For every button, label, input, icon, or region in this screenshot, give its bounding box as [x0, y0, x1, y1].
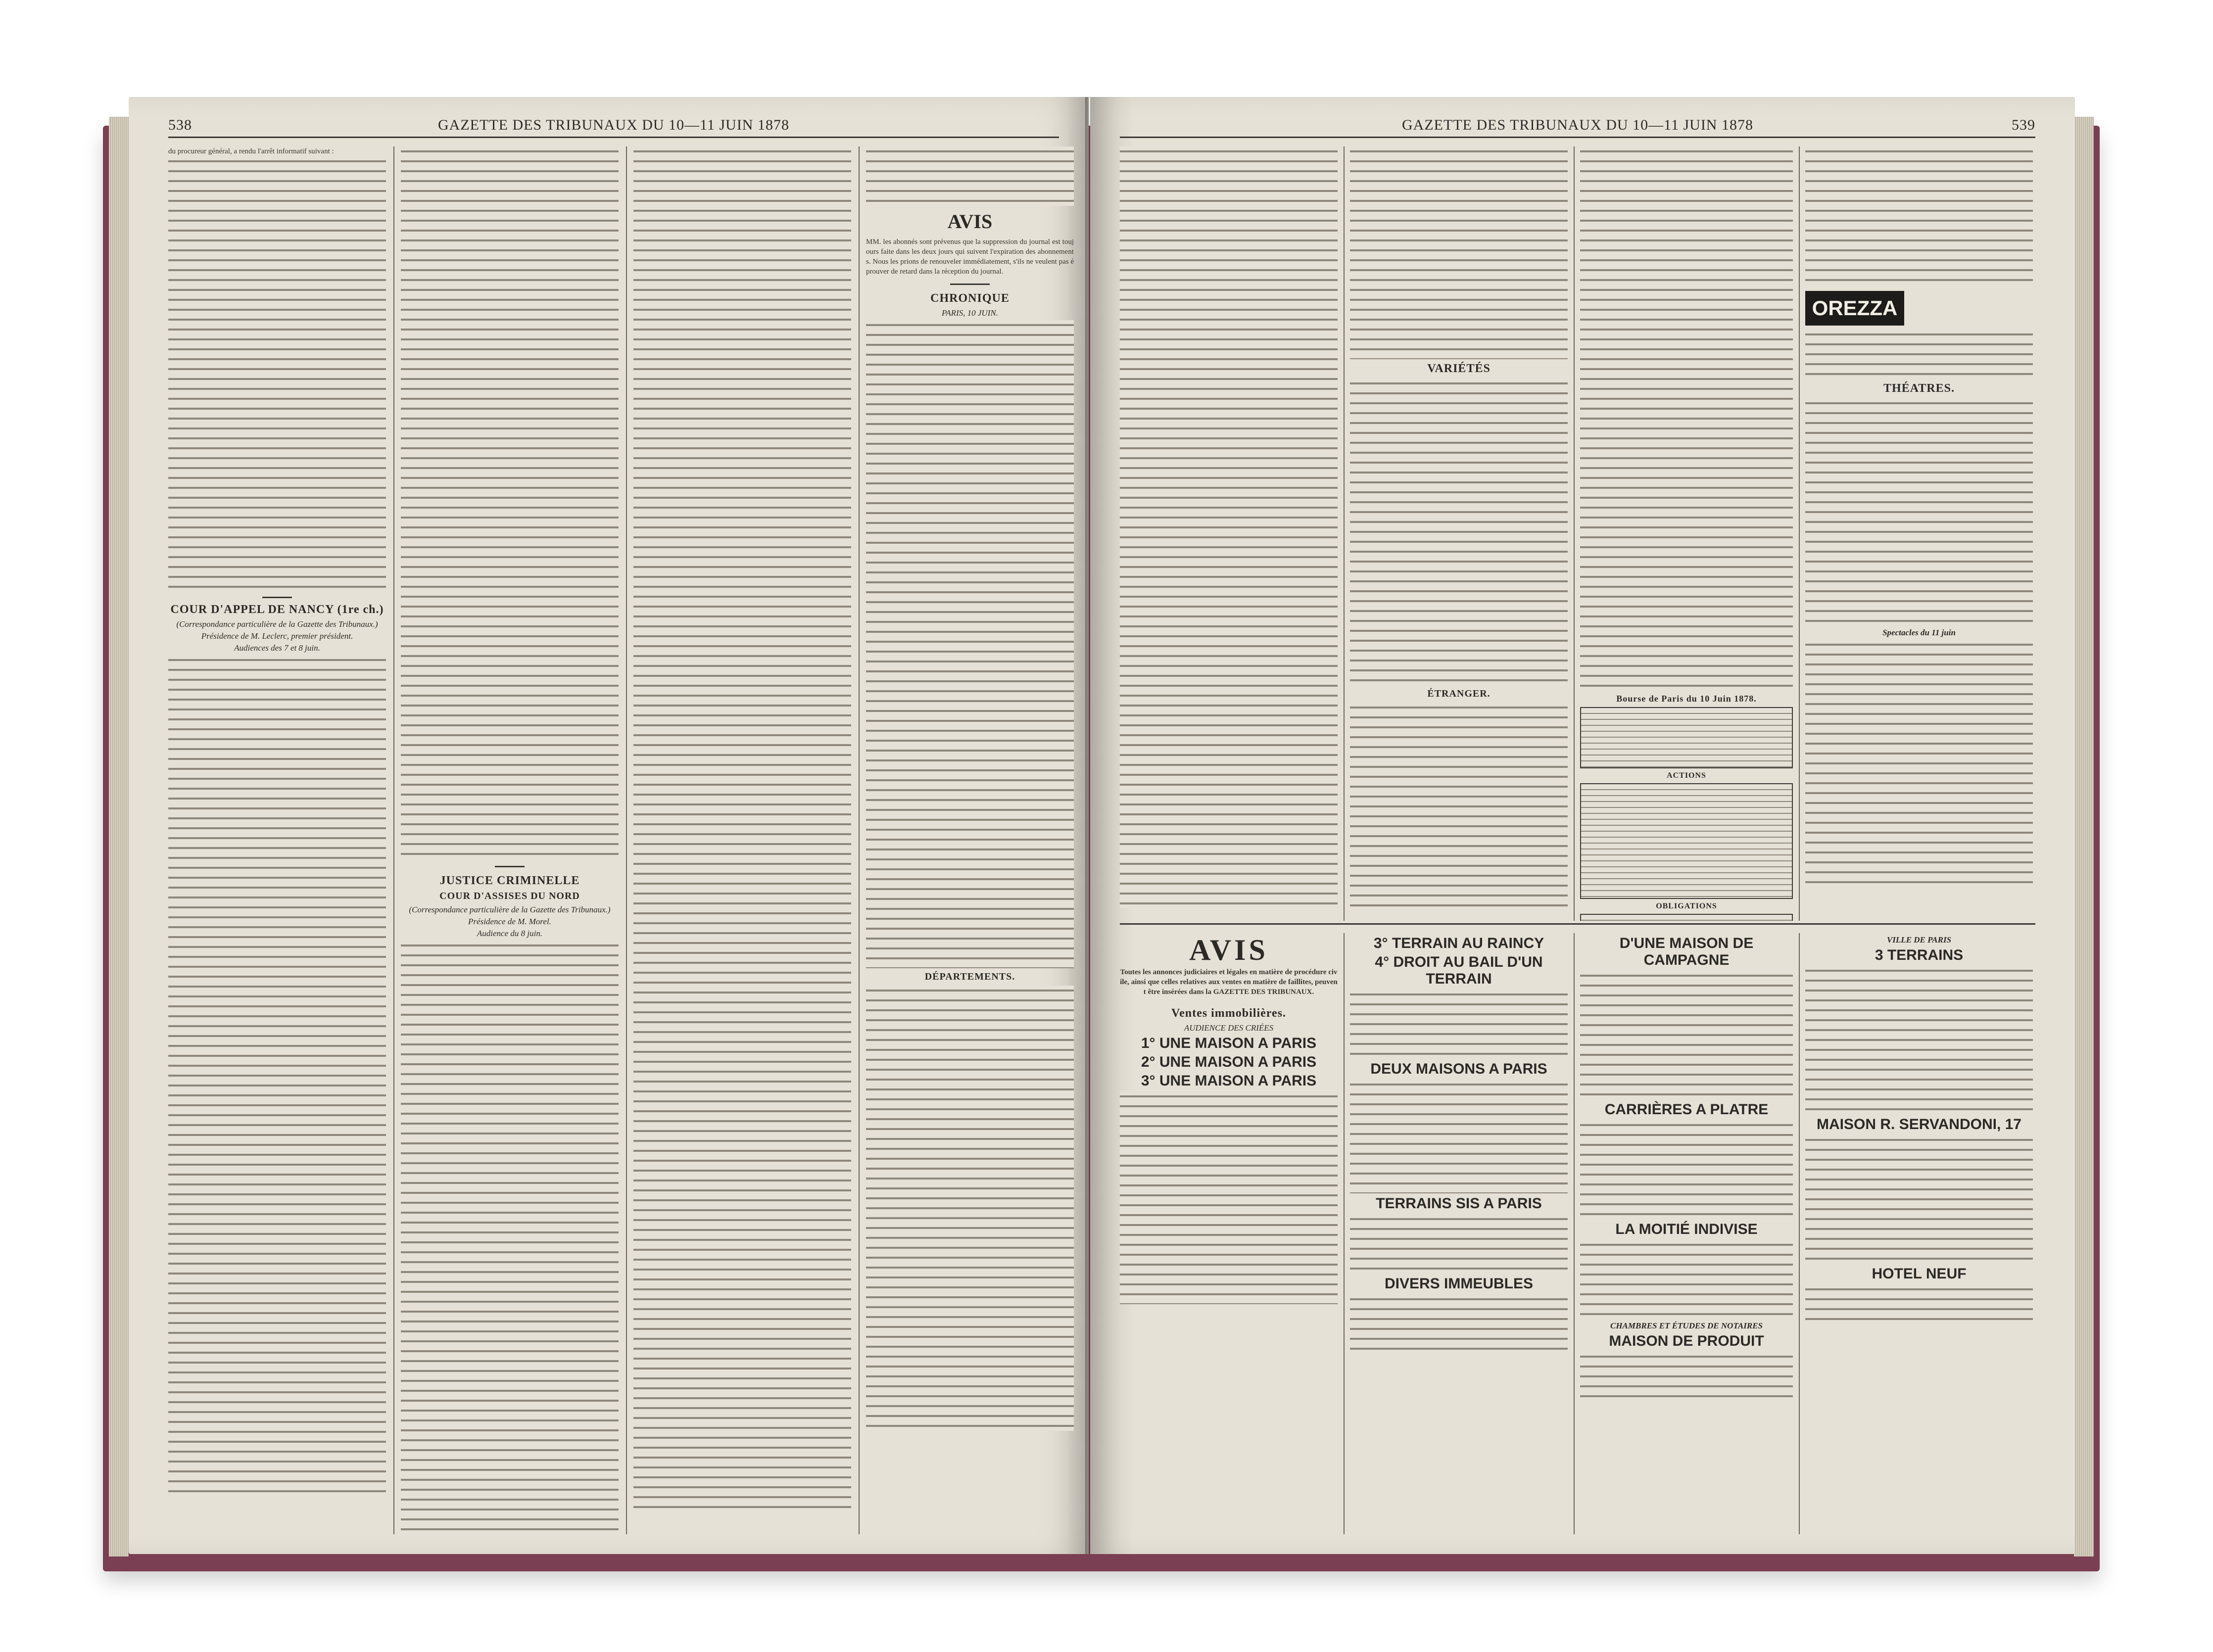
- text-block: [1580, 1240, 1793, 1319]
- text-block: [1350, 990, 1568, 1059]
- text-block: [1350, 378, 1568, 685]
- assises-title: COUR D'ASSISES DU NORD: [439, 891, 580, 901]
- droit-bail: 4° DROIT AU BAIL D'UN TERRAIN: [1375, 954, 1543, 987]
- annonces-avis-title: AVIS: [1189, 934, 1268, 966]
- justice-title: JUSTICE CRIMINELLE: [439, 874, 580, 887]
- right-column-4: [1805, 146, 2033, 921]
- terrains-seine: 3 TERRAINS: [1875, 947, 1964, 963]
- terrain-rainey: 3° TERRAIN AU RAINCY: [1373, 935, 1544, 951]
- assises-date: Audience du 8 juin.: [477, 929, 543, 938]
- page-stack-right: [2074, 117, 2094, 1557]
- text-block: [866, 320, 1074, 968]
- left-running-head: GAZETTE DES TRIBUNAUX DU 10—11 JUIN 1878: [438, 117, 789, 133]
- text-block: [1350, 703, 1568, 910]
- column-rule: [1574, 146, 1575, 921]
- court-date: Audiences des 7 et 8 juin.: [234, 643, 320, 653]
- column-rule: [1344, 146, 1345, 921]
- column-rule: [1574, 933, 1575, 1534]
- text-block: [1350, 146, 1568, 359]
- maison-campagne: D'UNE MAISON DE CAMPAGNE: [1619, 935, 1754, 968]
- text-block: [1805, 966, 2033, 1114]
- obligations-table: [1580, 914, 1793, 921]
- right-column-3: [1580, 146, 1793, 921]
- chambres-notaires: CHAMBRES ET ÉTUDES DE NOTAIRES: [1610, 1321, 1763, 1330]
- section-rule: [495, 866, 525, 867]
- lot-2: 2° UNE MAISON A PARIS: [1141, 1054, 1317, 1070]
- varietes-title: VARIÉTÉS: [1427, 362, 1491, 375]
- right-running-head: GAZETTE DES TRIBUNAUX DU 10—11 JUIN 1878: [1402, 117, 1753, 133]
- left-column-1: [168, 146, 386, 1534]
- right-page: [1090, 97, 2075, 1554]
- right-column-1: [1120, 146, 1338, 921]
- assises-president: Présidence de M. Morel.: [468, 917, 551, 926]
- bourse-title: Bourse de Paris du 10 Juin 1878.: [1616, 694, 1757, 704]
- text-block: [401, 146, 619, 859]
- court-sub: (Correspondance particulière de la Gazette des Tribunaux.): [176, 619, 378, 629]
- text-block: [1120, 1091, 1338, 1304]
- column-rule: [1799, 933, 1800, 1534]
- text-block: [401, 941, 619, 1534]
- avis-text: MM. les abonnés sont prévenus que la suppression du journal est toujours faite dans les deux jours qui suivent l'expiration des abonnements. Nous les prions de renouveler immédiatement, s'ils ne veulent pas éprouver de retard dans la réception du journal.: [866, 238, 1074, 276]
- column-rule: [393, 146, 394, 1534]
- departements-title: DÉPARTEMENTS.: [924, 971, 1015, 982]
- court-title: COUR D'APPEL DE NANCY (1re ch.): [170, 603, 384, 616]
- column-rule: [1344, 933, 1345, 1534]
- deux-maisons: DEUX MAISONS A PARIS: [1370, 1061, 1547, 1077]
- left-page: [129, 97, 1089, 1554]
- lot-1: 1° UNE MAISON A PARIS: [1141, 1035, 1317, 1051]
- column-rule: [1799, 146, 1800, 921]
- divers-immeubles: DIVERS IMMEUBLES: [1384, 1275, 1534, 1292]
- lot-3: 3° UNE MAISON A PARIS: [1141, 1073, 1317, 1089]
- etranger-title: ÉTRANGER.: [1427, 688, 1491, 699]
- text-block: [1805, 398, 2033, 626]
- text-block: [866, 146, 1074, 206]
- text-block: [1805, 640, 2033, 887]
- court-president: Présidence de M. Leclerc, premier président.: [201, 631, 353, 641]
- text-block: [1580, 1352, 1793, 1401]
- text-block: [633, 146, 851, 1512]
- column-rule: [859, 146, 860, 1534]
- theatres-title: THÉATRES.: [1883, 382, 1955, 395]
- text-block: [1580, 1120, 1793, 1219]
- assises-sub: (Correspondance particulière de la Gazette des Tribunaux.): [409, 905, 611, 914]
- text-block: [1805, 1135, 2033, 1264]
- avis-title: AVIS: [947, 210, 993, 233]
- left-column-3: [633, 146, 851, 1534]
- text-block: [168, 156, 386, 592]
- chronique-date: PARIS, 10 JUIN.: [942, 308, 998, 318]
- right-column-2: [1350, 146, 1568, 921]
- annonces-column-4: [1805, 933, 2033, 1534]
- text-block: [1120, 146, 1338, 908]
- column-rule: [626, 146, 627, 1534]
- text-block: [1805, 1284, 2033, 1324]
- text-block: [866, 986, 1074, 1431]
- actions-table: [1580, 783, 1793, 899]
- hotel-neuf: HOTEL NEUF: [1872, 1266, 1967, 1282]
- text-block: [1580, 971, 1793, 1099]
- terrains-paris: TERRAINS SIS A PARIS: [1376, 1195, 1542, 1212]
- text-block: [1805, 330, 2033, 379]
- ventes-immo-title: Ventes immobilières.: [1171, 1007, 1286, 1020]
- text-block: [1350, 1294, 1568, 1354]
- right-header: [1120, 117, 2035, 138]
- spectacles-title: Spectacles du 11 juin: [1882, 628, 1956, 637]
- left-header: [168, 117, 1059, 138]
- text-block: [1350, 1080, 1568, 1193]
- actions-title: ACTIONS: [1667, 771, 1706, 780]
- rentes-table: [1805, 146, 2033, 285]
- left-column-2: [401, 146, 619, 1534]
- page-stack-left: [109, 117, 129, 1557]
- text-block: [168, 655, 386, 1496]
- chronique-title: CHRONIQUE: [930, 292, 1010, 305]
- maison-servandoni: MAISON R. SERVANDONI, 17: [1817, 1116, 2021, 1133]
- open-book: [103, 97, 2100, 1571]
- ville-paris: VILLE DE PARIS: [1886, 935, 1952, 944]
- left-page-number: 538: [168, 117, 192, 133]
- text-block: [1580, 146, 1793, 691]
- orezza-ad: OREZZA: [1805, 291, 1904, 326]
- annonces-column-1: [1120, 933, 1338, 1534]
- maison-produit: MAISON DE PRODUIT: [1609, 1333, 1764, 1349]
- section-rule: [950, 283, 990, 285]
- left-column-4: [866, 146, 1074, 1534]
- annonces-text: Toutes les annonces judiciaires et légales en matière de procédure civile, ainsi que celles relatives aux ventes en matière de faillites, peuvent être insérées dans la GAZETTE DES TRIBUNAUX.: [1120, 968, 1338, 996]
- obligations-title: OBLIGATIONS: [1656, 902, 1717, 910]
- carrieres: CARRIÈRES A PLATRE: [1604, 1101, 1769, 1118]
- audience-criees: AUDIENCE DES CRIÉES: [1184, 1023, 1274, 1033]
- annonces-separator: [1120, 923, 2035, 925]
- bourse-table: [1580, 707, 1793, 768]
- moitie-indivise: LA MOITIÉ INDIVISE: [1615, 1221, 1758, 1237]
- right-page-number: 539: [2012, 117, 2035, 133]
- text-block: [1350, 1214, 1568, 1274]
- opening-line: du procureur général, a rendu l'arrêt informatif suivant :: [168, 147, 334, 155]
- annonces-column-2: [1350, 933, 1568, 1534]
- annonces-column-3: [1580, 933, 1793, 1534]
- section-rule: [262, 597, 292, 598]
